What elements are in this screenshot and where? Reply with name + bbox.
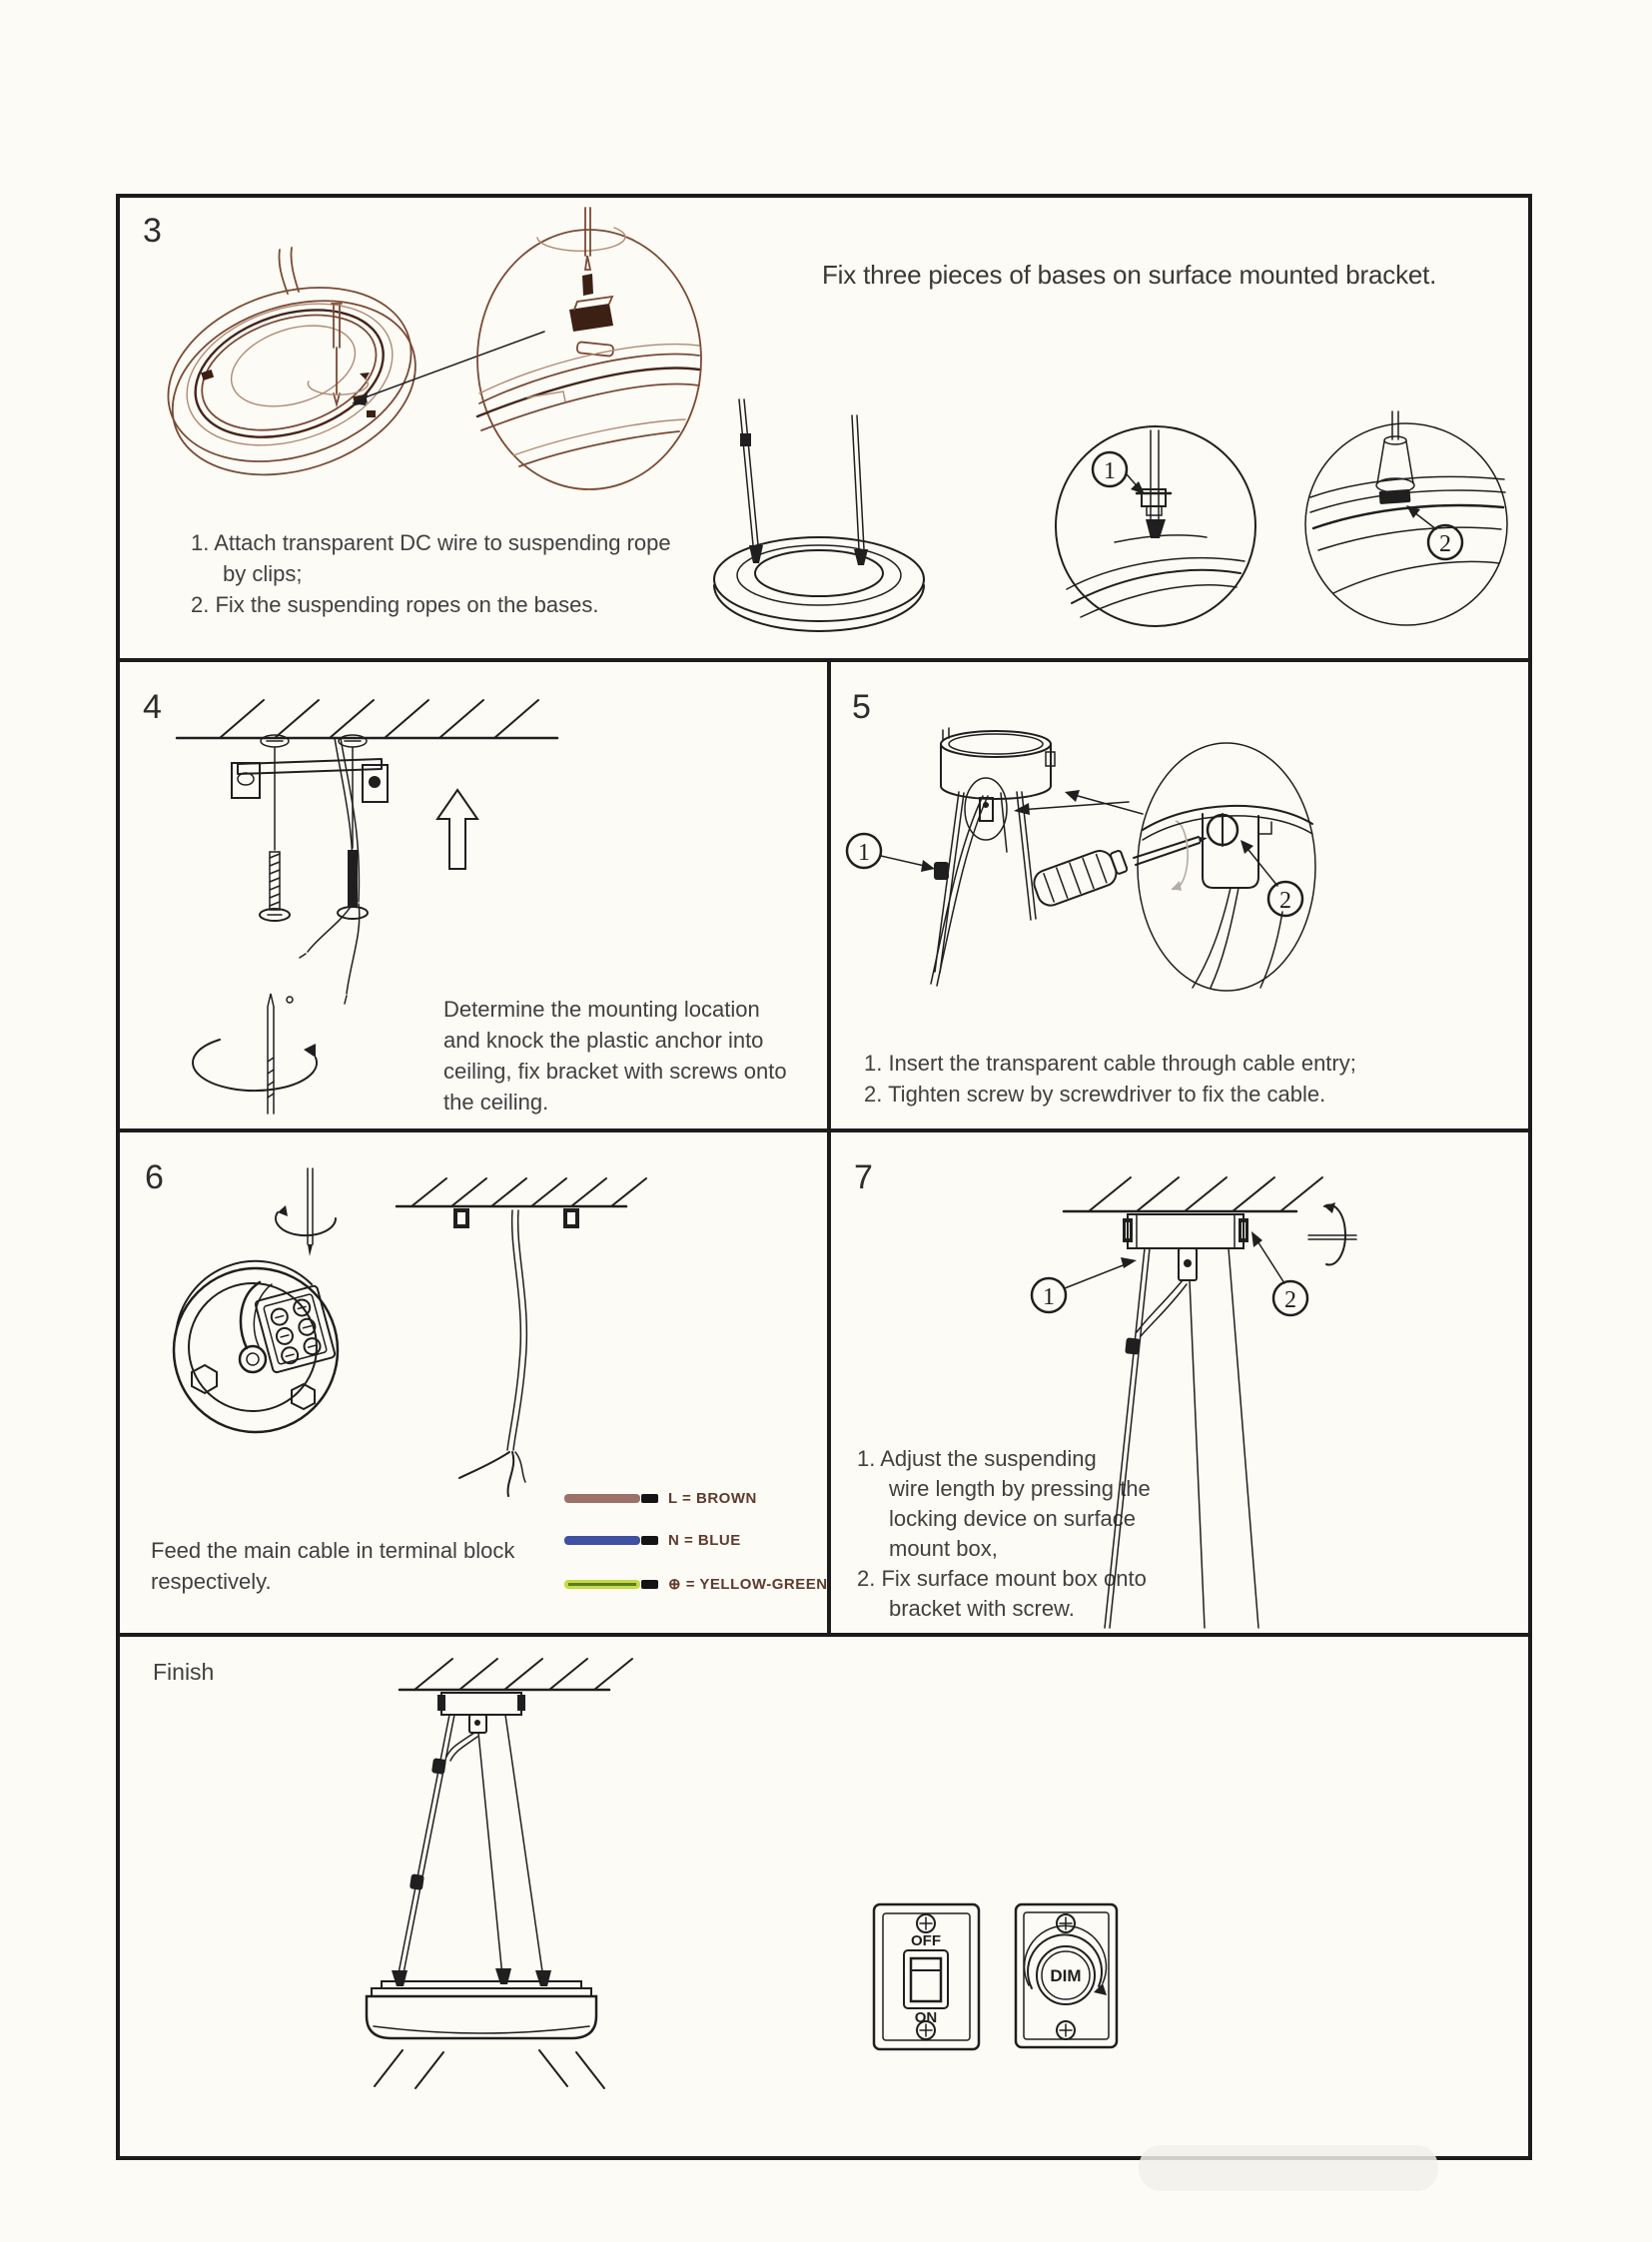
step4-number: 4 [143,688,162,726]
callout-2-label: 2 [1279,888,1291,914]
switch-off-label: OFF [911,1932,941,1949]
step4-instructions: Determine the mounting location and knock the plastic anchor into ceiling, fix bracket with screws onto the ceiling. [443,997,787,1115]
callout-2-label: 2 [1284,1287,1296,1313]
panel-step4 [120,662,827,1128]
suspended-ring-drawing [714,399,924,631]
mount-box-drawing [941,728,1055,799]
callout-detail-2 [1305,411,1507,625]
legend-label: L = BROWN [668,1489,757,1507]
screw-detail-drawing [1138,743,1315,991]
ring-base-drawing [146,258,438,504]
legend-label: ⊕ = YELLOW-GREEN [668,1576,828,1593]
step3-instructions: 1. Attach transparent DC wire to suspending rope by clips; 2. Fix the suspending ropes on the bases. [191,530,671,617]
cable-entry-oval [965,778,1007,840]
step6-instructions: Feed the main cable in terminal block respectively. [151,1538,515,1594]
step7-illustration [831,1132,1528,1633]
mounting-bracket-drawing [232,759,388,802]
screw-left [260,852,290,921]
step6-number: 6 [145,1158,164,1196]
ceiling-hatching [1089,1177,1322,1211]
switch-on-label: ON [914,2009,938,2026]
step7-number: 7 [854,1158,873,1196]
sphere-detail-drawing [477,208,701,489]
panel-step5 [831,662,1528,1128]
step5-illustration [831,662,1528,1128]
callout-1-label: 1 [1104,458,1116,484]
step6-illustration [120,1132,827,1633]
ceiling-cable-drawing [397,1178,646,1496]
rotating-screw-drawing [193,994,317,1114]
step7-instructions: 1. Adjust the suspending wire length by pressing the locking device on surface mount box, 2. Fix surface mount box onto bracket with screw. [857,1446,1151,1621]
callout-1-label: 1 [858,840,870,866]
rotate-symbol [1308,1202,1356,1265]
up-arrow [437,790,477,869]
panel-step7 [831,1132,1528,1633]
pendant-ring-drawing [367,1981,596,2038]
mount-box-drawing [437,1693,525,1733]
step5-instructions: 1. Insert the transparent cable through cable entry; 2. Tighten screw by screwdriver to fix the cable. [864,1051,1356,1107]
screwdriver-drawing [1031,837,1208,909]
callout-1-label: 1 [1043,1284,1055,1310]
dimmer-label: DIM [1050,1966,1082,1985]
toggle-switch-drawing [874,1904,979,2049]
step3-number: 3 [143,212,162,250]
panel-finish [120,1637,1528,2156]
spinning-wire-drawing [276,1168,336,1256]
step3-title: Fix three pieces of bases on surface mounted bracket. [822,260,1437,290]
watermark-smudge [1139,2145,1438,2191]
finish-label: Finish [153,1659,215,1685]
junction-box-drawing [174,1261,338,1432]
ceiling-hatching [414,1659,632,1690]
finish-illustration [120,1637,1528,2156]
callout-2-label: 2 [1439,531,1451,557]
panel-step3 [120,198,1528,658]
callout-detail-1 [1056,426,1255,626]
instruction-sheet [116,194,1532,2160]
step3-illustration [120,198,1528,658]
legend-label: N = BLUE [668,1531,741,1549]
suspension-wires [1105,1248,1258,1628]
panel-step6 [120,1132,827,1633]
step5-number: 5 [852,688,871,726]
light-rays [375,2050,604,2088]
step4-illustration [120,662,827,1128]
suspension-wires [392,1715,551,1986]
ceiling-hatching [220,700,538,738]
